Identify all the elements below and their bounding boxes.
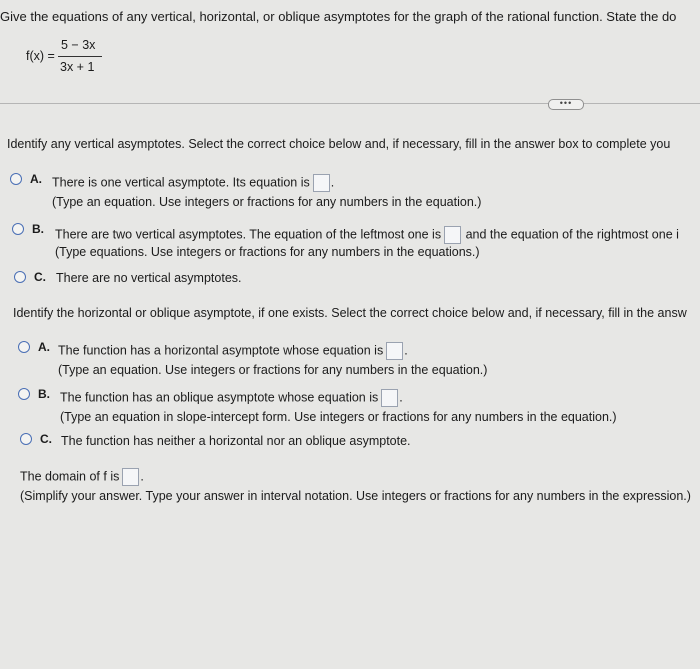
vertical-c-text: There are no vertical asymptotes. <box>56 271 242 285</box>
vertical-b-text <box>55 226 679 244</box>
option-label: The function has an oblique asymptote whose equation is <box>60 390 379 405</box>
option-label: There are two vertical asymptotes. The equation of the leftmost one is <box>55 227 442 242</box>
answer-box-vertical-b-left[interactable] <box>444 226 461 244</box>
answer-box-vertical-a[interactable] <box>313 174 330 192</box>
more-button[interactable]: ••• <box>548 99 584 110</box>
period: . <box>140 469 144 484</box>
option-letter: C. <box>34 270 46 284</box>
vertical-prompt: Identify any vertical asymptotes. Select the correct choice below and, if necessary, fill in the answer box to complete you <box>7 137 671 151</box>
option-letter: B. <box>32 222 44 236</box>
radio-vertical-b[interactable] <box>12 223 24 235</box>
domain-hint: (Simplify your answer. Type your answer in interval notation. Use integers or fractions for any numbers in the expression.) <box>20 489 691 503</box>
answer-box-horizontal-a[interactable] <box>386 342 403 360</box>
fraction-denominator: 3x + 1 <box>60 60 95 74</box>
horizontal-prompt: Identify the horizontal or oblique asymptote, if one exists. Select the correct choice below and, if necessary, fill in the answ <box>13 306 687 320</box>
question-text: Give the equations of any vertical, horizontal, or oblique asymptotes for the graph of the rational function. State the do <box>0 9 677 24</box>
domain-text <box>20 468 144 486</box>
option-letter: A. <box>38 340 50 354</box>
answer-box-horizontal-b[interactable] <box>381 389 398 407</box>
radio-vertical-c[interactable] <box>14 271 26 283</box>
radio-horizontal-b[interactable] <box>18 388 30 400</box>
option-label: There is one vertical asymptote. Its equation is <box>52 175 310 190</box>
horizontal-a-text <box>58 342 408 360</box>
answer-box-domain[interactable] <box>122 468 139 486</box>
domain-label: The domain of f is <box>20 469 120 484</box>
option-letter: C. <box>40 432 52 446</box>
option-label-cont: and the equation of the rightmost one i <box>465 227 679 242</box>
horizontal-b-hint: (Type an equation in slope-intercept form. Use integers or fractions for any numbers in the equation.) <box>60 410 617 424</box>
vertical-a-text <box>52 174 334 192</box>
vertical-a-hint: (Type an equation. Use integers or fractions for any numbers in the equation.) <box>52 195 482 209</box>
horizontal-a-hint: (Type an equation. Use integers or fractions for any numbers in the equation.) <box>58 363 488 377</box>
horizontal-b-text <box>60 389 403 407</box>
radio-horizontal-c[interactable] <box>20 433 32 445</box>
horizontal-c-text: The function has neither a horizontal nor an oblique asymptote. <box>61 434 411 448</box>
period: . <box>399 390 403 405</box>
radio-vertical-a[interactable] <box>10 173 22 185</box>
vertical-b-hint: (Type equations. Use integers or fractions for any numbers in the equations.) <box>55 245 480 259</box>
function-label: f(x) = <box>26 49 55 63</box>
option-letter: B. <box>38 387 50 401</box>
fraction-bar <box>58 56 102 57</box>
question-header <box>0 0 700 100</box>
period: . <box>404 343 408 358</box>
period: . <box>330 175 335 190</box>
radio-horizontal-a[interactable] <box>18 341 30 353</box>
section-divider <box>0 103 700 104</box>
fraction-numerator: 5 − 3x <box>61 38 96 52</box>
option-letter: A. <box>30 172 42 186</box>
option-label: The function has a horizontal asymptote whose equation is <box>58 343 384 358</box>
